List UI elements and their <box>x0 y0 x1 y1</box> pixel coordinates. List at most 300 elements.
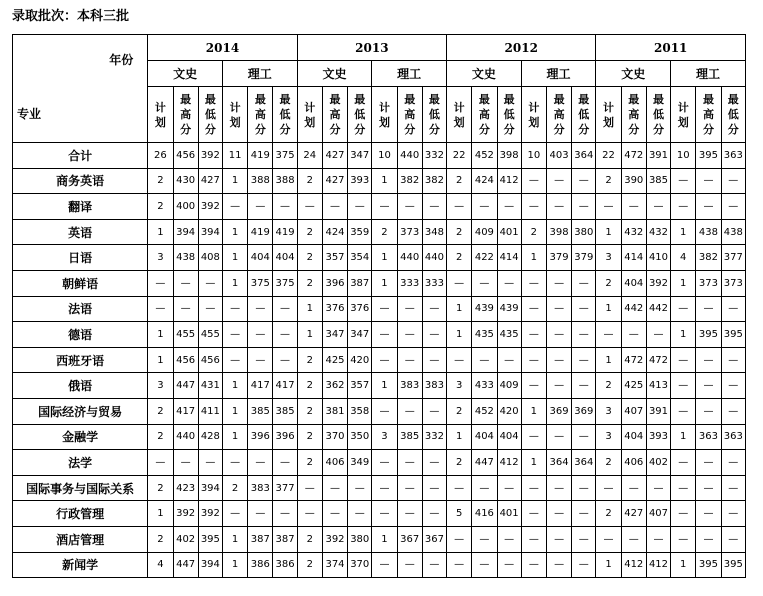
table-cell: 419 <box>248 219 273 245</box>
table-cell: — <box>546 373 571 399</box>
table-cell: — <box>721 168 745 194</box>
table-row <box>13 296 746 322</box>
table-cell: 387 <box>348 270 372 296</box>
stat-header-text: 计划 <box>677 100 689 129</box>
table-cell: 395 <box>696 552 721 578</box>
table-cell: — <box>372 450 397 476</box>
table-cell: 2 <box>521 219 546 245</box>
table-cell: 414 <box>621 245 646 271</box>
table-cell: — <box>198 270 222 296</box>
header-corner <box>13 35 148 143</box>
table-cell: 419 <box>248 143 273 169</box>
table-cell: — <box>621 475 646 501</box>
table-cell: — <box>148 296 173 322</box>
table-cell: 432 <box>646 219 670 245</box>
major-name: 合计 <box>13 143 148 169</box>
table-cell: 1 <box>596 296 621 322</box>
table-cell: 2 <box>447 398 472 424</box>
table-cell: 1 <box>671 270 696 296</box>
table-cell: — <box>273 450 297 476</box>
table-cell: 2 <box>148 398 173 424</box>
table-cell: 2 <box>596 373 621 399</box>
table-cell: 347 <box>322 322 347 348</box>
stat-header-text: 最低分 <box>503 93 515 136</box>
table-cell: 394 <box>198 552 222 578</box>
table-cell: — <box>546 194 571 220</box>
track-header: 文史 <box>447 61 522 87</box>
table-cell: 433 <box>472 373 497 399</box>
admission-score-table <box>12 34 746 578</box>
table-cell: 1 <box>222 424 247 450</box>
table-cell: — <box>572 322 596 348</box>
table-cell: — <box>397 322 422 348</box>
table-cell: — <box>222 194 247 220</box>
table-cell: 398 <box>546 219 571 245</box>
table-cell: 367 <box>397 526 422 552</box>
table-cell: 357 <box>322 245 347 271</box>
table-cell: 1 <box>521 450 546 476</box>
major-name: 朝鲜语 <box>13 270 148 296</box>
major-name: 商务英语 <box>13 168 148 194</box>
table-row <box>13 194 746 220</box>
table-cell: — <box>273 322 297 348</box>
table-cell: — <box>546 322 571 348</box>
table-cell: — <box>273 347 297 373</box>
table-cell: 439 <box>472 296 497 322</box>
stat-header-text: 最高分 <box>478 93 490 136</box>
table-cell: 11 <box>222 143 247 169</box>
table-cell: 1 <box>297 322 322 348</box>
table-cell: 413 <box>646 373 670 399</box>
table-cell: — <box>422 552 446 578</box>
table-cell: 430 <box>173 168 198 194</box>
stat-header <box>422 87 446 143</box>
table-cell: 428 <box>198 424 222 450</box>
stat-header <box>572 87 596 143</box>
table-cell: 382 <box>397 168 422 194</box>
table-cell: 392 <box>198 143 222 169</box>
table-cell: — <box>222 347 247 373</box>
table-cell: — <box>497 347 521 373</box>
table-cell: — <box>322 475 347 501</box>
table-cell: 472 <box>646 347 670 373</box>
table-cell: 376 <box>348 296 372 322</box>
track-header: 文史 <box>148 61 223 87</box>
table-row <box>13 424 746 450</box>
table-cell: 380 <box>348 526 372 552</box>
table-cell: — <box>372 501 397 527</box>
year-header-2011: 2011 <box>596 35 746 61</box>
table-cell: 370 <box>322 424 347 450</box>
table-cell: 404 <box>621 270 646 296</box>
table-cell: — <box>222 450 247 476</box>
table-cell: 22 <box>447 143 472 169</box>
table-cell: 1 <box>148 219 173 245</box>
table-cell: 417 <box>173 398 198 424</box>
table-cell: 2 <box>297 526 322 552</box>
table-cell: — <box>546 270 571 296</box>
major-name: 酒店管理 <box>13 526 148 552</box>
table-cell: — <box>671 296 696 322</box>
table-cell: — <box>696 526 721 552</box>
table-cell: 350 <box>348 424 372 450</box>
table-cell: — <box>546 168 571 194</box>
table-cell: 424 <box>322 219 347 245</box>
table-cell: — <box>372 347 397 373</box>
table-cell: 416 <box>472 501 497 527</box>
table-cell: — <box>472 526 497 552</box>
table-cell: 364 <box>546 450 571 476</box>
stat-header-text: 最低分 <box>652 93 664 136</box>
stat-header-text: 最低分 <box>204 93 216 136</box>
table-cell: 382 <box>422 168 446 194</box>
table-cell: 1 <box>148 322 173 348</box>
table-cell: — <box>696 373 721 399</box>
table-cell: 395 <box>721 552 745 578</box>
table-cell: 2 <box>596 501 621 527</box>
table-cell: — <box>198 296 222 322</box>
table-cell: — <box>148 270 173 296</box>
table-cell: — <box>572 424 596 450</box>
table-cell: — <box>721 194 745 220</box>
stat-header <box>646 87 670 143</box>
table-row <box>13 143 746 169</box>
table-cell: 452 <box>472 398 497 424</box>
table-cell: — <box>472 270 497 296</box>
table-cell: 392 <box>173 501 198 527</box>
table-cell: 3 <box>596 424 621 450</box>
stat-header-text: 最高分 <box>702 93 714 136</box>
table-cell: — <box>397 347 422 373</box>
table-cell: 391 <box>646 398 670 424</box>
stat-header <box>322 87 347 143</box>
table-cell: — <box>671 450 696 476</box>
table-cell: 24 <box>297 143 322 169</box>
table-cell: 391 <box>646 143 670 169</box>
table-cell: 381 <box>322 398 347 424</box>
table-cell: 1 <box>372 168 397 194</box>
table-cell: — <box>596 194 621 220</box>
table-cell: — <box>447 475 472 501</box>
table-cell: 438 <box>696 219 721 245</box>
major-name: 国际事务与国际关系 <box>13 475 148 501</box>
table-cell: — <box>646 526 670 552</box>
table-cell: — <box>521 475 546 501</box>
table-cell: 387 <box>248 526 273 552</box>
table-cell: 364 <box>572 143 596 169</box>
table-cell: — <box>671 373 696 399</box>
table-cell: 395 <box>721 322 745 348</box>
table-cell: 2 <box>297 245 322 271</box>
table-cell: — <box>173 450 198 476</box>
table-cell: — <box>521 296 546 322</box>
table-cell: — <box>248 296 273 322</box>
table-cell: 402 <box>646 450 670 476</box>
table-cell: 385 <box>248 398 273 424</box>
major-name: 法学 <box>13 450 148 476</box>
major-name: 西班牙语 <box>13 347 148 373</box>
stat-header <box>273 87 297 143</box>
stat-header-text: 最高分 <box>180 93 192 136</box>
table-cell: 383 <box>397 373 422 399</box>
table-cell: 2 <box>596 270 621 296</box>
major-name: 俄语 <box>13 373 148 399</box>
corner-major-label: 专业 <box>17 107 42 121</box>
stat-header-text: 计划 <box>378 100 390 129</box>
table-cell: — <box>721 526 745 552</box>
table-cell: — <box>422 322 446 348</box>
table-row <box>13 552 746 578</box>
table-cell: 417 <box>248 373 273 399</box>
table-cell: 419 <box>273 219 297 245</box>
table-cell: 1 <box>372 245 397 271</box>
table-cell: 1 <box>372 373 397 399</box>
table-cell: — <box>348 501 372 527</box>
table-cell: — <box>696 450 721 476</box>
table-cell: — <box>671 168 696 194</box>
table-cell: — <box>546 526 571 552</box>
table-cell: 2 <box>447 245 472 271</box>
table-cell: 374 <box>322 552 347 578</box>
table-cell: 392 <box>322 526 347 552</box>
stat-header-text: 计划 <box>453 100 465 129</box>
stat-header-text: 最低分 <box>354 93 366 136</box>
table-cell: 4 <box>148 552 173 578</box>
table-cell: 385 <box>273 398 297 424</box>
stat-header-text: 最低分 <box>727 93 739 136</box>
table-cell: — <box>572 475 596 501</box>
table-cell: 383 <box>248 475 273 501</box>
table-cell: 375 <box>273 143 297 169</box>
table-cell: 447 <box>173 552 198 578</box>
table-cell: 1 <box>222 219 247 245</box>
table-cell: — <box>646 194 670 220</box>
table-cell: 2 <box>148 424 173 450</box>
table-cell: 440 <box>397 245 422 271</box>
table-cell: — <box>572 296 596 322</box>
stat-header <box>397 87 422 143</box>
table-cell: — <box>422 194 446 220</box>
table-cell: — <box>297 194 322 220</box>
table-cell: 387 <box>273 526 297 552</box>
table-cell: — <box>447 552 472 578</box>
track-header: 文史 <box>596 61 671 87</box>
track-header: 理工 <box>671 61 746 87</box>
table-cell: 440 <box>173 424 198 450</box>
table-cell: 2 <box>596 450 621 476</box>
table-cell: — <box>671 194 696 220</box>
table-cell: 424 <box>472 168 497 194</box>
table-cell: 2 <box>297 347 322 373</box>
table-cell: 1 <box>596 347 621 373</box>
table-cell: — <box>671 475 696 501</box>
table-cell: 420 <box>497 398 521 424</box>
table-cell: 367 <box>422 526 446 552</box>
table-cell: 438 <box>173 245 198 271</box>
table-cell: 455 <box>173 322 198 348</box>
table-cell: 1 <box>222 373 247 399</box>
table-cell: 1 <box>447 296 472 322</box>
table-cell: — <box>497 270 521 296</box>
table-cell: — <box>646 322 670 348</box>
table-cell: 373 <box>397 219 422 245</box>
stat-header <box>696 87 721 143</box>
table-cell: — <box>671 398 696 424</box>
table-cell: 442 <box>621 296 646 322</box>
table-cell: — <box>497 526 521 552</box>
stat-header <box>148 87 173 143</box>
table-cell: — <box>521 322 546 348</box>
table-cell: 22 <box>596 143 621 169</box>
table-cell: 407 <box>621 398 646 424</box>
table-cell: — <box>546 501 571 527</box>
table-cell: — <box>521 501 546 527</box>
table-cell: 1 <box>521 398 546 424</box>
table-cell: — <box>546 475 571 501</box>
table-cell: — <box>297 501 322 527</box>
table-cell: — <box>422 296 446 322</box>
table-cell: 2 <box>148 168 173 194</box>
table-cell: 394 <box>198 475 222 501</box>
table-cell: — <box>696 168 721 194</box>
table-cell: 452 <box>472 143 497 169</box>
table-cell: 456 <box>173 143 198 169</box>
track-header: 理工 <box>222 61 297 87</box>
table-cell: 382 <box>696 245 721 271</box>
table-cell: — <box>521 424 546 450</box>
table-cell: — <box>521 526 546 552</box>
table-cell: 1 <box>596 219 621 245</box>
table-cell: — <box>422 475 446 501</box>
major-name: 日语 <box>13 245 148 271</box>
year-header-2013: 2013 <box>297 35 446 61</box>
table-cell: 456 <box>173 347 198 373</box>
table-cell: 1 <box>372 270 397 296</box>
table-cell: — <box>621 322 646 348</box>
table-cell: 404 <box>248 245 273 271</box>
table-cell: 4 <box>671 245 696 271</box>
stat-header <box>671 87 696 143</box>
table-cell: — <box>372 475 397 501</box>
table-cell: — <box>572 168 596 194</box>
table-cell: 379 <box>572 245 596 271</box>
table-cell: 432 <box>621 219 646 245</box>
table-cell: — <box>596 322 621 348</box>
table-cell: 388 <box>273 168 297 194</box>
table-cell: 396 <box>322 270 347 296</box>
table-cell: — <box>397 450 422 476</box>
table-cell: 400 <box>173 194 198 220</box>
table-cell: — <box>472 347 497 373</box>
stat-header-text: 最高分 <box>404 93 416 136</box>
table-cell: 401 <box>497 219 521 245</box>
table-cell: 394 <box>173 219 198 245</box>
table-cell: 347 <box>348 143 372 169</box>
stat-header-text: 最高分 <box>553 93 565 136</box>
table-cell: — <box>372 322 397 348</box>
table-cell: 442 <box>646 296 670 322</box>
table-cell: — <box>696 475 721 501</box>
table-cell: 385 <box>397 424 422 450</box>
table-cell: 376 <box>322 296 347 322</box>
stat-header-text: 计划 <box>603 100 615 129</box>
table-row <box>13 219 746 245</box>
track-header: 理工 <box>372 61 447 87</box>
table-cell: 420 <box>348 347 372 373</box>
table-cell: 431 <box>198 373 222 399</box>
stat-header-text: 最高分 <box>329 93 341 136</box>
major-name: 英语 <box>13 219 148 245</box>
table-cell: 392 <box>198 501 222 527</box>
table-row <box>13 526 746 552</box>
table-cell: 440 <box>397 143 422 169</box>
table-cell: 2 <box>372 219 397 245</box>
table-cell: 1 <box>596 552 621 578</box>
table-cell: 395 <box>696 322 721 348</box>
table-row <box>13 373 746 399</box>
table-cell: 439 <box>497 296 521 322</box>
table-cell: 1 <box>222 552 247 578</box>
table-cell: 383 <box>422 373 446 399</box>
table-cell: 377 <box>721 245 745 271</box>
table-cell: 1 <box>671 424 696 450</box>
table-cell: 1 <box>222 168 247 194</box>
table-cell: — <box>372 398 397 424</box>
major-name: 国际经济与贸易 <box>13 398 148 424</box>
table-cell: 409 <box>472 219 497 245</box>
table-cell: — <box>397 552 422 578</box>
table-cell: 406 <box>322 450 347 476</box>
table-cell: — <box>572 501 596 527</box>
major-name: 新闻学 <box>13 552 148 578</box>
table-cell: — <box>422 398 446 424</box>
table-cell: 392 <box>646 270 670 296</box>
table-row <box>13 168 746 194</box>
table-cell: — <box>696 194 721 220</box>
table-cell: — <box>348 194 372 220</box>
table-cell: 2 <box>297 168 322 194</box>
table-cell: — <box>521 270 546 296</box>
table-cell: 2 <box>447 219 472 245</box>
table-cell: — <box>521 168 546 194</box>
stat-header-text: 最高分 <box>628 93 640 136</box>
table-cell: — <box>173 296 198 322</box>
stat-header-text: 最低分 <box>428 93 440 136</box>
table-cell: 435 <box>472 322 497 348</box>
stat-header-text: 计划 <box>154 100 166 129</box>
table-cell: 422 <box>472 245 497 271</box>
table-cell: 409 <box>497 373 521 399</box>
table-cell: — <box>248 194 273 220</box>
stat-header-text: 最低分 <box>279 93 291 136</box>
table-cell: 1 <box>222 245 247 271</box>
table-cell: — <box>572 194 596 220</box>
table-cell: 1 <box>148 501 173 527</box>
table-cell: 427 <box>322 143 347 169</box>
table-cell: — <box>422 347 446 373</box>
table-cell: — <box>248 347 273 373</box>
table-cell: — <box>721 347 745 373</box>
table-cell: 375 <box>248 270 273 296</box>
table-cell: 370 <box>348 552 372 578</box>
table-cell: — <box>596 475 621 501</box>
table-cell: 427 <box>621 501 646 527</box>
table-cell: 425 <box>322 347 347 373</box>
table-cell: — <box>248 450 273 476</box>
table-cell: 385 <box>646 168 670 194</box>
table-cell: — <box>546 296 571 322</box>
table-cell: — <box>248 501 273 527</box>
